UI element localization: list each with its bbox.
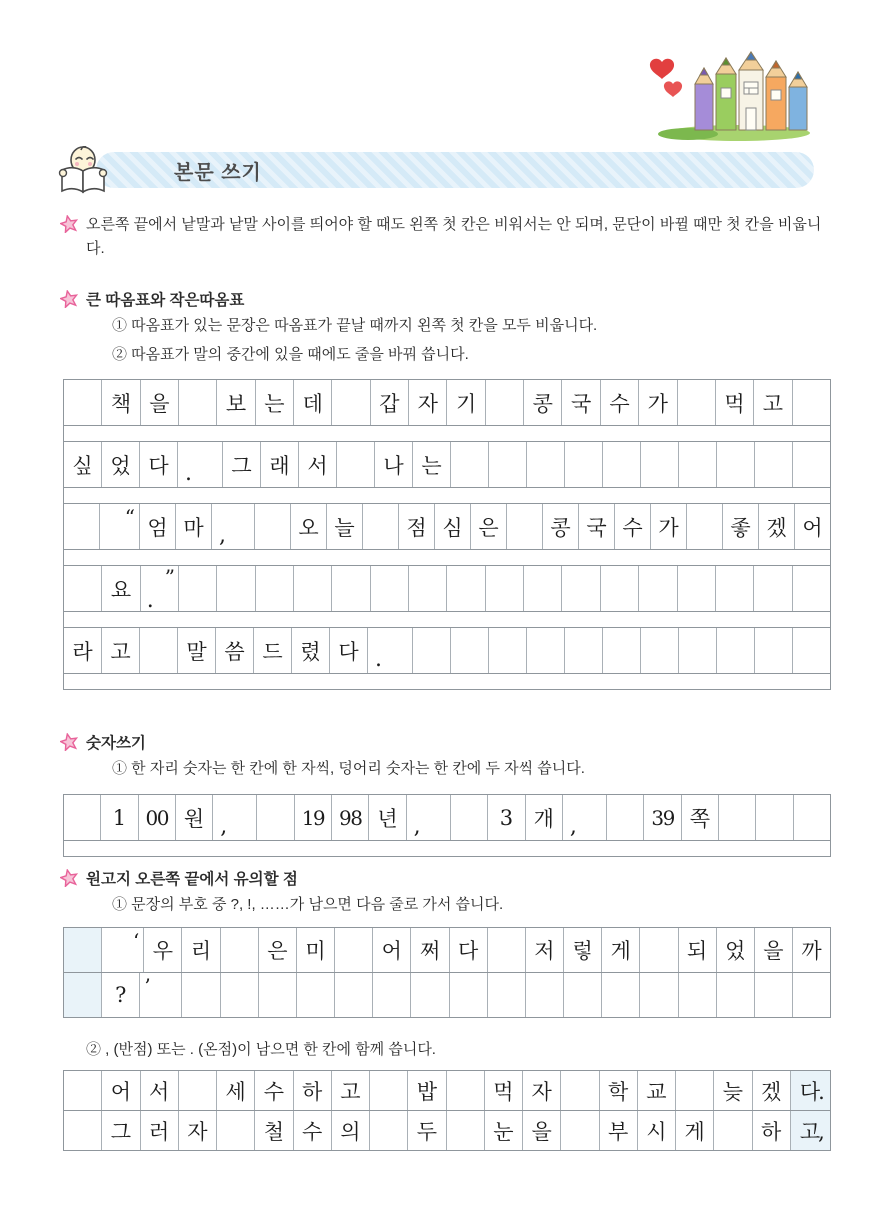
grid-cell: 시: [638, 1111, 676, 1150]
rule-item: ① 문장의 부호 중 ?, !, ……가 남으면 다음 줄로 가서 씁니다.: [112, 896, 504, 913]
grid-cell: 39: [644, 795, 681, 840]
grid-cell: 3: [488, 795, 525, 840]
grid-cell: 98: [332, 795, 369, 840]
grid-cell: [607, 795, 644, 840]
star-bullet-icon: [60, 215, 78, 238]
grid-cell: [488, 973, 526, 1017]
grid-cell: [565, 628, 603, 673]
grid-cell: [489, 442, 527, 487]
rule-item: ② 따옴표가 말의 중간에 있을 때에도 줄을 바꿔 씁니다.: [112, 345, 469, 363]
grid-cell: 학: [600, 1071, 638, 1110]
manuscript-grid-quotes: [63, 379, 831, 690]
grid-cell: ,: [212, 504, 255, 549]
grid-cell: 먹: [716, 380, 754, 425]
grid-cell: 나: [375, 442, 413, 487]
grid-cell: 밥: [408, 1071, 446, 1110]
grid-cell: [447, 1071, 485, 1110]
grid-cell: 콩: [543, 504, 579, 549]
grid-cell: 러: [141, 1111, 179, 1150]
grid-cell: [524, 566, 562, 611]
grid-cell: 먹: [485, 1071, 523, 1110]
grid-cell: [601, 566, 639, 611]
grid-cell: 년: [369, 795, 406, 840]
grid-cell: 게: [602, 928, 640, 972]
grid-cell: [486, 566, 524, 611]
grid-cell: 기: [447, 380, 485, 425]
grid-cell: [679, 442, 717, 487]
grid-cell: 리: [182, 928, 220, 972]
grid-cell: [714, 1111, 752, 1150]
grid-cell: 늘: [327, 504, 363, 549]
grid-cell: 하: [753, 1111, 791, 1150]
grid-cell: [639, 566, 677, 611]
grid-cell: 교: [638, 1071, 676, 1110]
grid-cell: ,: [407, 795, 451, 840]
grid-cell: 다: [330, 628, 368, 673]
grid-cell: 19: [295, 795, 332, 840]
grid-cell: 좋: [723, 504, 759, 549]
grid-cell: . ”: [141, 566, 179, 611]
grid-cell: [755, 973, 793, 1017]
grid-row: [64, 380, 830, 425]
grid-cell: [411, 973, 449, 1017]
grid-row: [64, 1071, 830, 1110]
grid-cell: ’: [140, 973, 182, 1017]
grid-cell: 게: [676, 1111, 714, 1150]
grid-cell: 은: [471, 504, 507, 549]
grid-cell: [507, 504, 543, 549]
grid-cell: [717, 973, 755, 1017]
intro-note: [60, 213, 822, 261]
grid-cell: 수: [294, 1111, 332, 1150]
grid-cell: 책: [102, 380, 140, 425]
grid-cell: 그: [102, 1111, 140, 1150]
grid-cell: 말: [178, 628, 216, 673]
grid-gap-band: [64, 673, 830, 689]
grid-cell: [64, 795, 101, 840]
grid-cell: 었: [717, 928, 755, 972]
grid-cell: 다: [450, 928, 488, 972]
grid-cell: [370, 1111, 408, 1150]
grid-cell: [257, 795, 294, 840]
grid-cell: 세: [217, 1071, 255, 1110]
grid-cell: [451, 628, 489, 673]
grid-cell: [371, 566, 409, 611]
grid-cell: “: [100, 504, 140, 549]
grid-cell: 가: [639, 380, 677, 425]
grid-cell: [332, 566, 370, 611]
grid-cell: [140, 628, 178, 673]
grid-cell: .: [178, 442, 223, 487]
grid-cell: [527, 442, 565, 487]
grid-row: [64, 795, 830, 840]
grid-cell: 수: [615, 504, 651, 549]
grid-cell: 고,: [791, 1111, 830, 1150]
pencil-house-illustration: [648, 32, 818, 142]
grid-cell: 두: [408, 1111, 446, 1150]
grid-cell: 수: [255, 1071, 293, 1110]
grid-cell: [719, 795, 756, 840]
grid-cell: [755, 628, 793, 673]
rule-item: ① 한 자리 숫자는 한 칸에 한 자씩, 덩어리 숫자는 한 칸에 두 자씩 씁니다.: [112, 760, 585, 777]
grid-cell: [370, 1071, 408, 1110]
grid-cell: [447, 566, 485, 611]
grid-cell: 눈: [485, 1111, 523, 1150]
grid-cell: 수: [601, 380, 639, 425]
grid-cell: [641, 628, 679, 673]
grid-cell: [450, 973, 488, 1017]
manuscript-grid-numbers: [63, 794, 831, 857]
grid-cell: [793, 973, 830, 1017]
grid-cell: 엄: [140, 504, 176, 549]
grid-row: [64, 441, 830, 487]
grid-cell: 겠: [753, 1071, 791, 1110]
grid-gap-band: [64, 840, 830, 856]
grid-cell: [561, 1071, 599, 1110]
grid-cell: [64, 973, 102, 1017]
grid-cell: [179, 566, 217, 611]
grid-cell: [488, 928, 526, 972]
heart-icon: [664, 81, 682, 97]
grid-cell: [793, 628, 830, 673]
grid-cell: [294, 566, 332, 611]
grid-cell: [756, 795, 793, 840]
grid-cell: 자: [179, 1111, 217, 1150]
grid-gap-band: [64, 487, 830, 503]
grid-cell: [64, 566, 102, 611]
grid-cell: 어: [802, 515, 823, 540]
grid-cell: 라: [64, 628, 102, 673]
grid-cell: ,: [563, 795, 607, 840]
grid-cell: [603, 442, 641, 487]
grid-cell: 다.: [791, 1071, 830, 1110]
grid-cell: [526, 973, 564, 1017]
grid-cell: 서: [299, 442, 337, 487]
grid-cell: [794, 795, 830, 840]
grid-cell: [217, 1111, 255, 1150]
grid-cell: [640, 928, 678, 972]
grid-cell: ?: [102, 973, 140, 1017]
grid-cell: [337, 442, 375, 487]
star-bullet-icon: [60, 733, 78, 756]
grid-cell: .: [368, 628, 413, 673]
grid-cell: 가: [651, 504, 687, 549]
grid-cell: [221, 973, 259, 1017]
grid-cell: [64, 380, 102, 425]
rule-item-2: [86, 1038, 848, 1062]
grid-cell: 원: [176, 795, 213, 840]
grid-cell: 저: [526, 928, 564, 972]
grid-cell: ‘: [102, 928, 144, 972]
grid-cell: [217, 566, 255, 611]
grid-cell: 고: [102, 628, 140, 673]
grid-cell: 까: [801, 939, 822, 963]
grid-row: [64, 972, 830, 1017]
grid-cell: [793, 566, 830, 611]
grid-cell: 자: [523, 1071, 561, 1110]
grid-cell: 00: [139, 795, 176, 840]
grid-cell: [259, 973, 297, 1017]
grid-cell: [335, 973, 373, 1017]
grid-cell: 의: [332, 1111, 370, 1150]
grid-cell: 쩌: [411, 928, 449, 972]
grid-cell: 겠: [759, 504, 795, 549]
grid-cell: 마: [176, 504, 212, 549]
grid-cell: 개: [526, 795, 563, 840]
section-numbers: [60, 731, 822, 782]
grid-cell: [447, 1111, 485, 1150]
section-title: 큰 따옴표와 작은따옴표: [86, 292, 245, 309]
grid-cell: [640, 973, 678, 1017]
grid-gap-band: [64, 611, 830, 627]
star-bullet-icon: [60, 290, 78, 313]
grid-cell: [335, 928, 373, 972]
grid-cell: 점: [399, 504, 435, 549]
grid-cell: 국: [579, 504, 615, 549]
grid-cell: 드: [254, 628, 292, 673]
grid-cell: [687, 504, 723, 549]
section-title: 원고지 오른쪽 끝에서 유의할 점: [86, 871, 298, 888]
grid-cell: [179, 380, 217, 425]
grid-cell: [717, 442, 755, 487]
grid-cell: [373, 973, 411, 1017]
grid-cell: 는: [413, 442, 451, 487]
grid-cell: 서: [141, 1071, 179, 1110]
grid-cell: 그: [223, 442, 261, 487]
grid-cell: [754, 566, 792, 611]
grid-cell: 씀: [216, 628, 254, 673]
grid-cell: 보: [217, 380, 255, 425]
grid-cell: 국: [562, 380, 600, 425]
section-quotes: [60, 288, 822, 368]
page-title: 본문 쓰기: [174, 161, 262, 184]
heart-icon: [650, 59, 674, 79]
manuscript-grid-question: [63, 927, 831, 1018]
grid-cell: [679, 973, 717, 1017]
grid-cell: 을: [141, 380, 179, 425]
grid-cell: 갑: [371, 380, 409, 425]
grid-cell: [602, 973, 640, 1017]
grid-cell: [297, 973, 335, 1017]
grid-cell: [64, 1111, 102, 1150]
grid-cell: [717, 628, 755, 673]
grid-cell: 렸: [292, 628, 330, 673]
grid-cell: 자: [409, 380, 447, 425]
grid-row: [64, 928, 830, 972]
section-header: [56, 146, 814, 194]
grid-cell: [182, 973, 220, 1017]
section-title: 숫자쓰기: [86, 735, 146, 752]
grid-cell: 요: [102, 566, 140, 611]
grid-cell: ,: [213, 795, 257, 840]
grid-cell: 쪽: [682, 795, 719, 840]
grid-cell: [679, 628, 717, 673]
grid-cell: 어: [102, 1071, 140, 1110]
intro-text: 오른쪽 끝에서 낱말과 낱말 사이를 띄어야 할 때도 왼쪽 첫 칸은 비워서는 안 되며, 문단이 바뀔 때만 첫 칸을 비웁니다.: [86, 216, 822, 257]
grid-cell: 다: [140, 442, 178, 487]
grid-cell: [793, 442, 830, 487]
grid-cell: [221, 928, 259, 972]
grid-cell: 1: [101, 795, 138, 840]
grid-cell: [716, 566, 754, 611]
grid-row: [64, 627, 830, 673]
grid-cell: [561, 1111, 599, 1150]
grid-cell: 어: [373, 928, 411, 972]
grid-cell: 우: [144, 928, 182, 972]
manuscript-grid-comma: [63, 1070, 831, 1151]
grid-cell: [255, 504, 291, 549]
grid-cell: [755, 442, 793, 487]
grid-cell: 렇: [564, 928, 602, 972]
grid-cell: [565, 442, 603, 487]
grid-cell: [179, 1071, 217, 1110]
grid-row: [64, 1110, 830, 1150]
grid-cell: 은: [259, 928, 297, 972]
grid-cell: [486, 380, 524, 425]
grid-cell: [363, 504, 399, 549]
grid-cell: [64, 1071, 102, 1110]
grid-cell: 하: [294, 1071, 332, 1110]
grid-cell: 미: [297, 928, 335, 972]
star-bullet-icon: [60, 869, 78, 892]
grid-cell: [678, 380, 716, 425]
header-band: [96, 152, 814, 188]
grid-cell: 래: [261, 442, 299, 487]
grid-cell: 을: [523, 1111, 561, 1150]
grid-cell: 심: [435, 504, 471, 549]
grid-cell: [332, 380, 370, 425]
grid-cell: [641, 442, 679, 487]
grid-cell: [409, 566, 447, 611]
grid-cell: [451, 442, 489, 487]
grid-cell: [603, 628, 641, 673]
grid-cell: [64, 928, 102, 972]
grid-cell: [256, 566, 294, 611]
grid-cell: 고: [754, 380, 792, 425]
grid-cell: [527, 628, 565, 673]
grid-row: [64, 565, 830, 611]
grid-cell: [676, 1071, 714, 1110]
grid-cell: 늦: [714, 1071, 752, 1110]
grid-gap-band: [64, 549, 830, 565]
grid-cell: [489, 628, 527, 673]
grid-cell: [413, 628, 451, 673]
rule-item: ① 따옴표가 있는 문장은 따옴표가 끝날 때까지 왼쪽 첫 칸을 모두 비웁니다.: [112, 317, 598, 334]
grid-cell: [793, 380, 830, 425]
grid-cell: 철: [255, 1111, 293, 1150]
grid-cell: [451, 795, 488, 840]
grid-cell: 싶: [64, 442, 102, 487]
grid-cell: 었: [102, 442, 140, 487]
grid-cell: 데: [294, 380, 332, 425]
grid-cell: 되: [679, 928, 717, 972]
grid-cell: [562, 566, 600, 611]
grid-cell: 오: [291, 504, 327, 549]
rule-item: ② , (반점) 또는 . (온점)이 남으면 한 칸에 함께 씁니다.: [86, 1041, 436, 1058]
grid-cell: 는: [256, 380, 294, 425]
grid-row: [64, 503, 830, 549]
grid-cell: 부: [600, 1111, 638, 1150]
grid-cell: [564, 973, 602, 1017]
grid-cell: [64, 504, 100, 549]
grid-cell: 을: [755, 928, 793, 972]
section-right-edge: [60, 867, 822, 918]
grid-cell: 콩: [524, 380, 562, 425]
grid-cell: [678, 566, 716, 611]
reading-character-icon: [56, 146, 112, 196]
grid-gap-band: [64, 425, 830, 441]
grid-cell: 고: [332, 1071, 370, 1110]
